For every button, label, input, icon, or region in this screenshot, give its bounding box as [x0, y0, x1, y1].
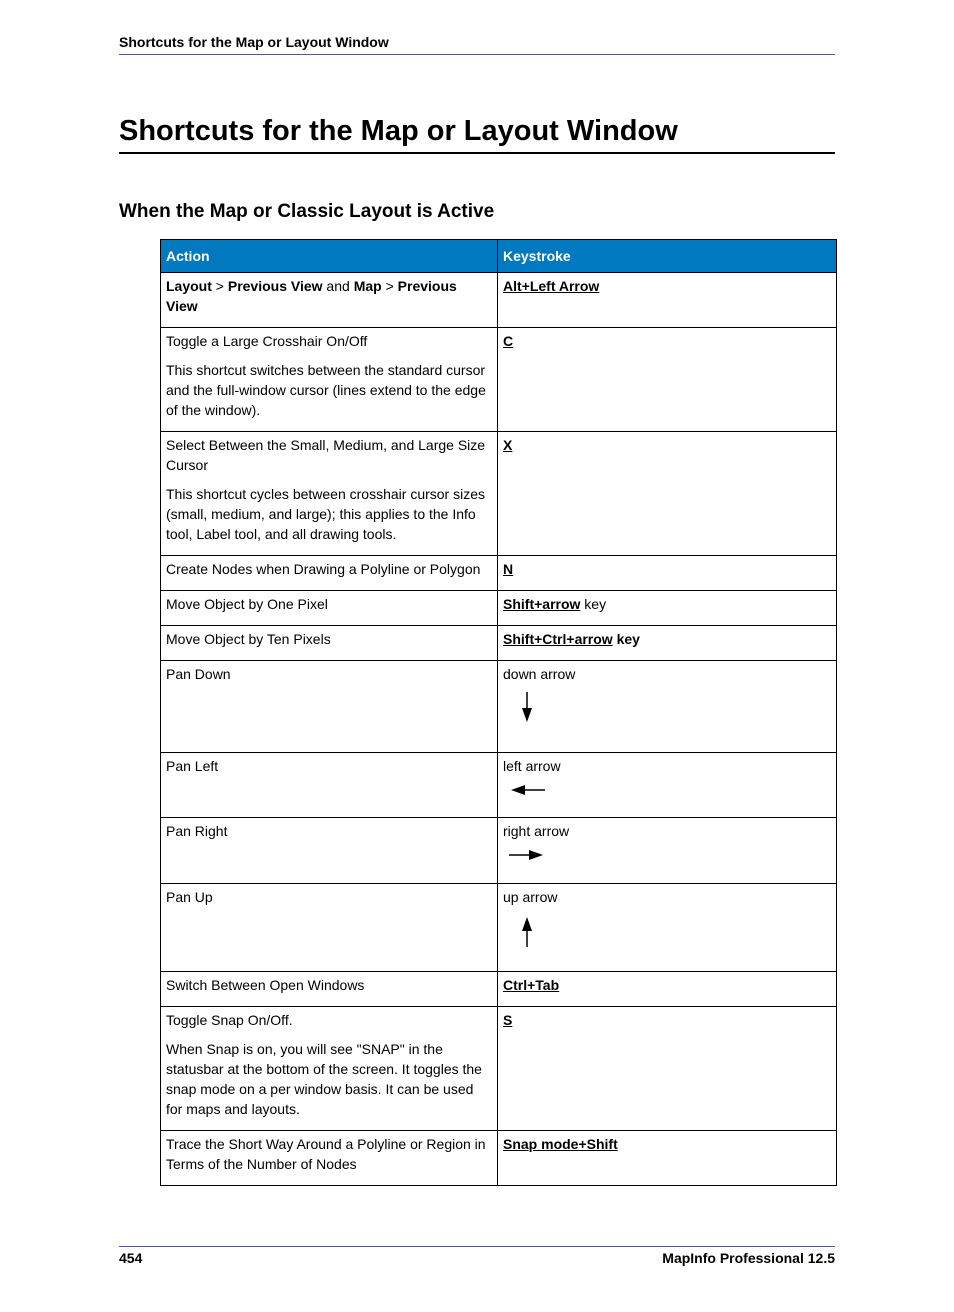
keystroke-link[interactable]: Shift+Ctrl+arrow: [503, 631, 613, 647]
keystroke-suffix: key: [580, 596, 607, 612]
action-description: When Snap is on, you will see "SNAP" in the statusbar at the bottom of the screen. It toggles the snap mode on a per window basis. It can be used for maps and layouts.: [166, 1041, 482, 1117]
action-cell: [161, 328, 498, 432]
page-number: 454: [119, 1250, 143, 1266]
column-header-keystroke: Keystroke: [498, 240, 837, 273]
action-cell: Pan Up: [161, 884, 498, 972]
action-cell: Move Object by One Pixel: [161, 591, 498, 626]
keystroke-link[interactable]: Snap mode+Shift: [503, 1136, 618, 1152]
keystroke-link[interactable]: S: [503, 1012, 513, 1028]
table-row: [161, 884, 837, 972]
menu-previous-view: Previous View: [166, 278, 457, 314]
action-text: Toggle Snap On/Off.: [166, 1012, 293, 1028]
keystroke-link[interactable]: Shift+arrow: [503, 596, 581, 612]
action-cell: [161, 1007, 498, 1131]
table-row: [161, 753, 837, 818]
separator: >: [381, 278, 398, 294]
action-cell: [161, 432, 498, 556]
keystroke-cell: [498, 273, 837, 328]
keystroke-cell: [498, 626, 837, 661]
table-row: [161, 591, 837, 626]
action-cell: Pan Left: [161, 753, 498, 818]
action-description: This shortcut switches between the standard cursor and the full-window cursor (lines extend to the edge of the window).: [166, 362, 486, 418]
left-arrow-icon: [507, 782, 547, 798]
action-cell: Pan Right: [161, 818, 498, 884]
keystroke-cell: [498, 972, 837, 1007]
keystroke-text: left arrow: [503, 758, 561, 774]
keystroke-text: right arrow: [503, 823, 570, 839]
table-row: [161, 273, 837, 328]
running-header: Shortcuts for the Map or Layout Window: [119, 34, 835, 55]
table-row: [161, 556, 837, 591]
keystroke-cell: [498, 1131, 837, 1186]
keystroke-cell: [498, 661, 837, 753]
table-row: [161, 972, 837, 1007]
action-cell: Create Nodes when Drawing a Polyline or Polygon: [161, 556, 498, 591]
action-cell: Pan Down: [161, 661, 498, 753]
keystroke-text: down arrow: [503, 666, 576, 682]
table-header-row: [161, 240, 837, 273]
action-description: This shortcut cycles between crosshair cursor sizes (small, medium, and large); this applies to the Info tool, Label tool, and all drawing tools.: [166, 486, 485, 542]
action-cell: Move Object by Ten Pixels: [161, 626, 498, 661]
keystroke-cell: [498, 591, 837, 626]
table-row: [161, 1007, 837, 1131]
action-text: Select Between the Small, Medium, and Large Size Cursor: [166, 437, 486, 473]
keystroke-link[interactable]: X: [503, 437, 513, 453]
keystroke-cell: [498, 432, 837, 556]
keystroke-cell: [498, 328, 837, 432]
menu-previous-view: Previous View: [227, 278, 323, 294]
action-cell: Switch Between Open Windows: [161, 972, 498, 1007]
keystroke-link[interactable]: Alt+Left Arrow: [503, 278, 600, 294]
table-row: [161, 661, 837, 753]
right-arrow-icon: [507, 847, 547, 863]
menu-map: Map: [353, 278, 382, 294]
keystroke-link[interactable]: C: [503, 333, 514, 349]
menu-layout: Layout: [166, 278, 212, 294]
action-cell: [161, 273, 498, 328]
column-header-action: Action: [161, 240, 498, 273]
table-row: [161, 626, 837, 661]
product-name: MapInfo Professional 12.5: [662, 1250, 835, 1266]
table-row: [161, 818, 837, 884]
action-text: Toggle a Large Crosshair On/Off: [166, 333, 368, 349]
keystroke-cell: [498, 753, 837, 818]
keystroke-link[interactable]: Ctrl+Tab: [503, 977, 560, 993]
down-arrow-icon: [507, 690, 547, 726]
keystroke-cell: [498, 818, 837, 884]
section-title: When the Map or Classic Layout is Active: [119, 201, 495, 222]
shortcuts-table: [160, 239, 837, 1186]
keystroke-cell: [498, 556, 837, 591]
conjunction: and: [322, 278, 354, 294]
up-arrow-icon: [507, 913, 547, 949]
table-row: [161, 1131, 837, 1186]
keystroke-suffix: key: [612, 631, 640, 647]
running-footer: [119, 1246, 835, 1266]
keystroke-link[interactable]: N: [503, 561, 514, 577]
keystroke-cell: [498, 1007, 837, 1131]
separator: >: [211, 278, 228, 294]
table-row: [161, 432, 837, 556]
table-row: [161, 328, 837, 432]
keystroke-text: up arrow: [503, 889, 558, 905]
keystroke-cell: [498, 884, 837, 972]
action-cell: Trace the Short Way Around a Polyline or Region in Terms of the Number of Nodes: [161, 1131, 498, 1186]
page-title: Shortcuts for the Map or Layout Window: [119, 113, 835, 154]
